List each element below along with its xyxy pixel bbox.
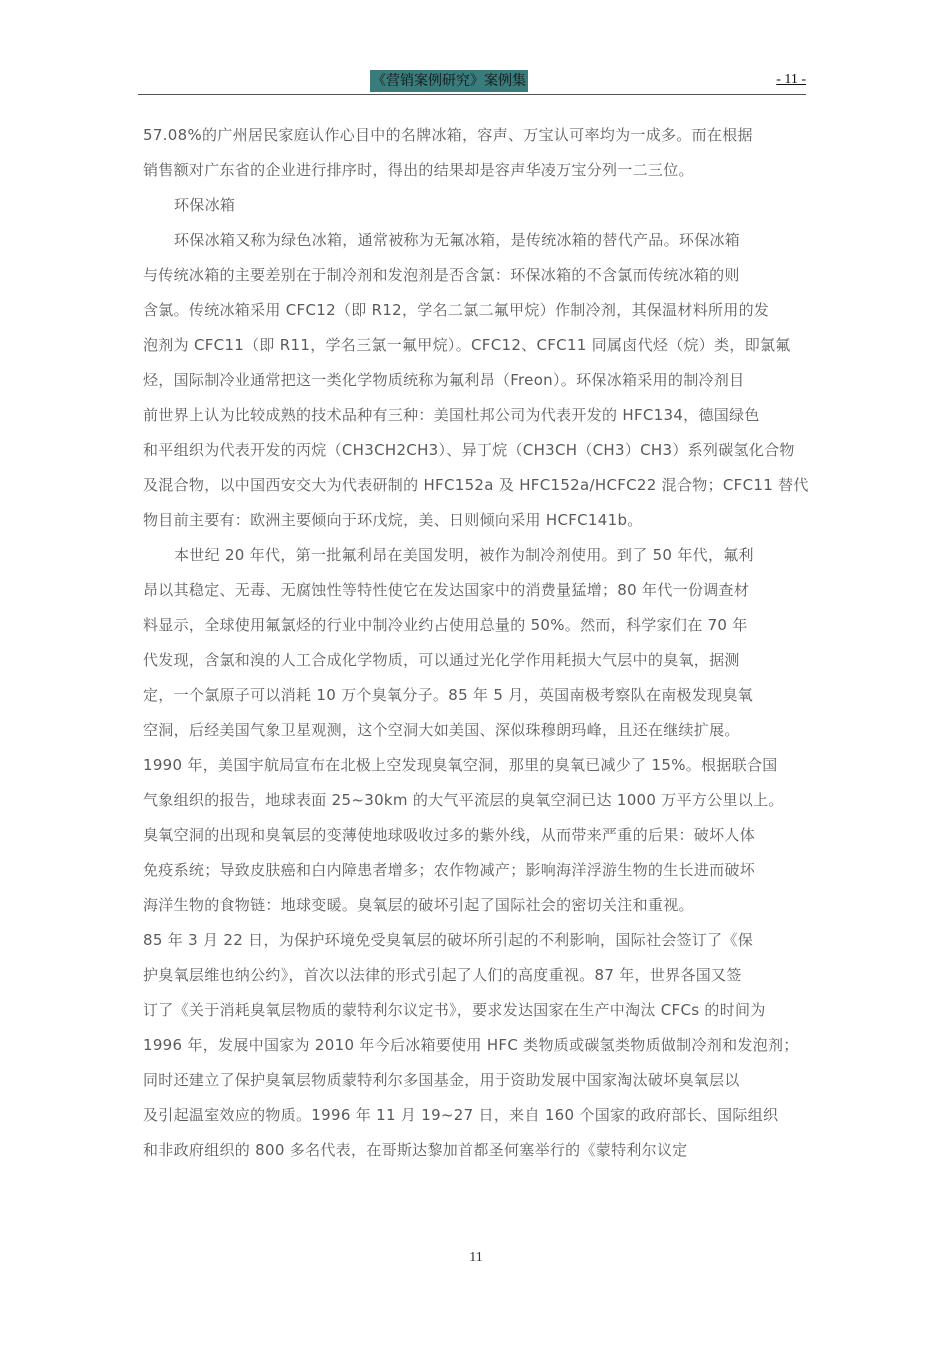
text-line: 57.08%的广州居民家庭认作心目中的名牌冰箱，容声、万宝认可率均为一成多。而在根据 (143, 126, 753, 144)
text-line: 与传统冰箱的主要差别在于制冷剂和发泡剂是否含氯：环保冰箱的不含氯而传统冰箱的则 (143, 266, 740, 284)
text-line: 前世界上认为比较成熟的技术品种有三种：美国杜邦公司为代表开发的 HFC134，德国绿色 (143, 406, 760, 424)
text-line: 气象组织的报告，地球表面 25~30km 的大气平流层的臭氧空洞已达 1000 万平方公里以上。 (143, 791, 784, 809)
body-text (143, 118, 823, 1168)
text-line: 物目前主要有：欧洲主要倾向于环戊烷，美、日则倾向采用 HCFC141b。 (143, 511, 643, 529)
text-line: 销售额对广东省的企业进行排序时，得出的结果却是容声华凌万宝分列一二三位。 (143, 161, 694, 179)
text-line: 海洋生物的食物链：地球变暖。臭氧层的破坏引起了国际社会的密切关注和重视。 (143, 896, 694, 914)
text-line: 烃，国际制冷业通常把这一类化学物质统称为氟利昂（Freon）。环保冰箱采用的制冷剂目 (143, 371, 745, 389)
text-line: 环保冰箱 (174, 196, 236, 214)
text-line: 同时还建立了保护臭氧层物质蒙特利尔多国基金，用于资助发展中国家淘汰破坏臭氧层以 (143, 1071, 740, 1089)
text-line: 和平组织为代表开发的丙烷（CH3CH2CH3）、异丁烷（CH3CH（CH3）CH3）系列碳氢化合物 (143, 441, 795, 459)
footer-page-number: 11 (469, 1250, 483, 1265)
text-line: 免疫系统；导致皮肤癌和白内障患者增多；农作物减产；影响海洋浮游生物的生长进而破坏 (143, 861, 756, 879)
text-line: 空洞，后经美国气象卫星观测，这个空洞大如美国、深似珠穆朗玛峰，且还在继续扩展。 (143, 721, 740, 739)
text-line: 代发现，含氯和溴的人工合成化学物质，可以通过光化学作用耗损大气层中的臭氧，据测 (143, 651, 740, 669)
text-line: 和非政府组织的 800 多名代表，在哥斯达黎加首都圣何塞举行的《蒙特利尔议定 (143, 1141, 688, 1159)
text-line: 环保冰箱又称为绿色冰箱，通常被称为无氟冰箱，是传统冰箱的替代产品。环保冰箱 (174, 231, 741, 249)
text-line: 订了《关于消耗臭氧层物质的蒙特利尔议定书》，要求发达国家在生产中淘汰 CFCs 的时间为 (143, 1001, 766, 1019)
text-line: 护臭氧层维也纳公约》，首次以法律的形式引起了人们的高度重视。87 年，世界各国又签 (143, 966, 742, 984)
text-line: 1990 年，美国宇航局宣布在北极上空发现臭氧空洞，那里的臭氧已减少了 15%。根据联合国 (143, 756, 778, 774)
text-line: 泡剂为 CFC11（即 R11，学名三氯一氟甲烷）。CFC12、CFC11 同属卤代烃（烷）类，即氯氟 (143, 336, 791, 354)
page-header (138, 68, 806, 95)
text-line: 及引起温室效应的物质。1996 年 11 月 19~27 日，来自 160 个国家的政府部长、国际组织 (143, 1106, 779, 1124)
text-line: 昂以其稳定、无毒、无腐蚀性等特性使它在发达国家中的消费量猛增；80 年代一份调查材 (143, 581, 750, 599)
text-line: 85 年 3 月 22 日，为保护环境免受臭氧层的破坏所引起的不利影响，国际社会签订了《保 (143, 931, 754, 949)
text-line: 定，一个氯原子可以消耗 10 万个臭氧分子。85 年 5 月，英国南极考察队在南极发现臭氧 (143, 686, 754, 704)
header-title: 《营销案例研究》案例集 (370, 70, 528, 92)
text-line: 及混合物，以中国西安交大为代表研制的 HFC152a 及 HFC152a/HCFC22 混合物；CFC11 替代 (143, 476, 809, 494)
text-line: 含氯。传统冰箱采用 CFC12（即 R12，学名二氯二氟甲烷）作制冷剂，其保温材料所用的发 (143, 301, 770, 319)
text-line: 1996 年，发展中国家为 2010 年今后冰箱要使用 HFC 类物质或碳氢类物质做制冷剂和发泡剂； (143, 1036, 799, 1054)
header-page-number: - 11 - (776, 72, 806, 87)
text-line: 本世纪 20 年代，第一批氟利昂在美国发明，被作为制冷剂使用。到了 50 年代，氟利 (174, 546, 754, 564)
text-line: 臭氧空洞的出现和臭氧层的变薄使地球吸收过多的紫外线，从而带来严重的后果：破坏人体 (143, 826, 756, 844)
text-line: 料显示，全球使用氟氯烃的行业中制冷业约占使用总量的 50%。然而，科学家们在 70 年 (143, 616, 748, 634)
